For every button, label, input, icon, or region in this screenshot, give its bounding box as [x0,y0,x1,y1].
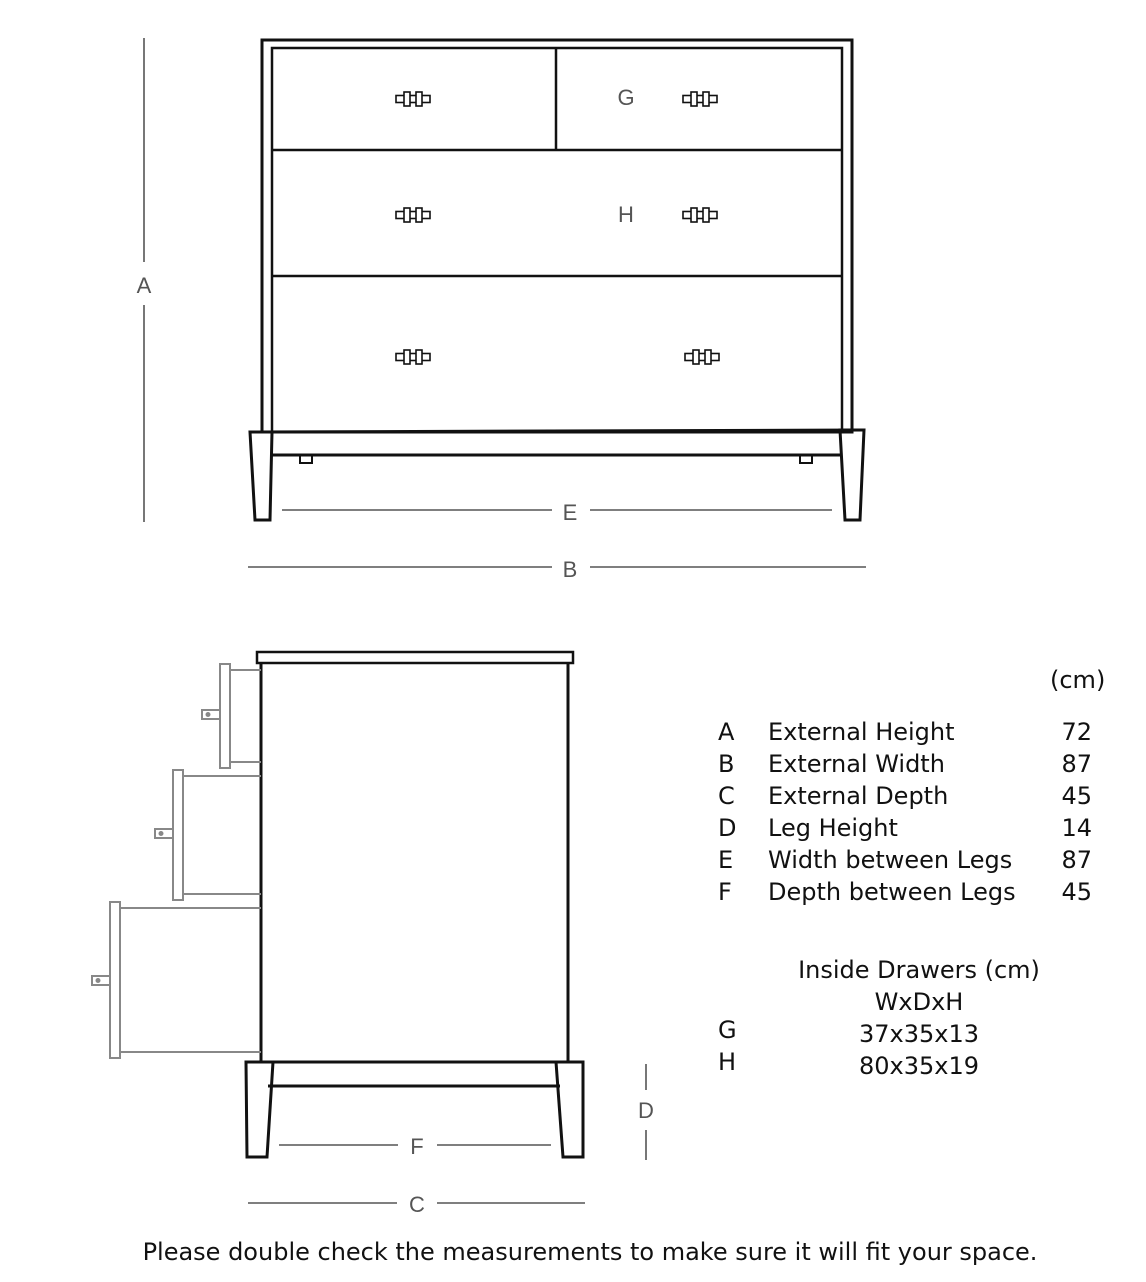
label-a: A [136,273,152,298]
row-name-external-depth: External Depth [768,782,949,810]
row-value-e: 87 [1061,846,1092,874]
row-value-a: 72 [1061,718,1092,746]
label-c: C [409,1192,425,1217]
row-letter-f: F [718,878,732,906]
inside-drawers-format: WxDxH [874,988,964,1016]
label-h: H [618,202,634,227]
drawer-letter-h: H [718,1048,737,1076]
row-letter-d: D [718,814,737,842]
row-name-external-width: External Width [768,750,945,778]
knob-icon [96,978,101,983]
drawer-open-large [92,902,261,1058]
leg-side-back [556,1062,583,1157]
drawer-size-h: 80x35x19 [858,1052,980,1080]
handle-icon [683,208,717,222]
inside-drawers-title: Inside Drawers (cm) [798,956,1040,984]
handle-icon [396,350,430,364]
row-value-c: 45 [1061,782,1092,810]
drawer-letter-g: G [718,1016,737,1044]
drawer-open-medium [155,770,261,900]
handle-icon [396,92,430,106]
side-top [257,652,573,663]
label-e: E [562,500,578,525]
row-letter-b: B [718,750,735,778]
label-d: D [638,1098,654,1123]
plinth-top [250,430,864,432]
label-g: G [617,85,635,110]
leg-front-left [250,432,272,520]
label-f: F [410,1134,424,1159]
row-name-leg-height: Leg Height [768,814,898,842]
handle-icon [683,92,717,106]
front-view [137,38,866,582]
row-value-b: 87 [1061,750,1092,778]
row-letter-a: A [718,718,735,746]
leg-side-front [246,1062,273,1157]
row-name-width-between-legs: Width between Legs [768,846,1013,874]
leg-front-right [840,430,864,520]
row-name-external-height: External Height [768,718,955,746]
row-letter-c: C [718,782,735,810]
side-view [92,652,654,1217]
label-b: B [562,557,578,582]
drawer-size-g: 37x35x13 [858,1020,980,1048]
drawer-open-small [202,664,261,768]
row-letter-e: E [718,846,734,874]
knob-icon [206,712,211,717]
handle-icon [685,350,719,364]
knob-icon [159,831,164,836]
handle-icon [396,208,430,222]
unit-header: (cm) [1050,666,1106,694]
row-name-depth-between-legs: Depth between Legs [768,878,1016,906]
row-value-d: 14 [1061,814,1092,842]
row-value-f: 45 [1061,878,1092,906]
footer-note: Please double check the measurements to make sure it will fit your space. [142,1238,1038,1266]
